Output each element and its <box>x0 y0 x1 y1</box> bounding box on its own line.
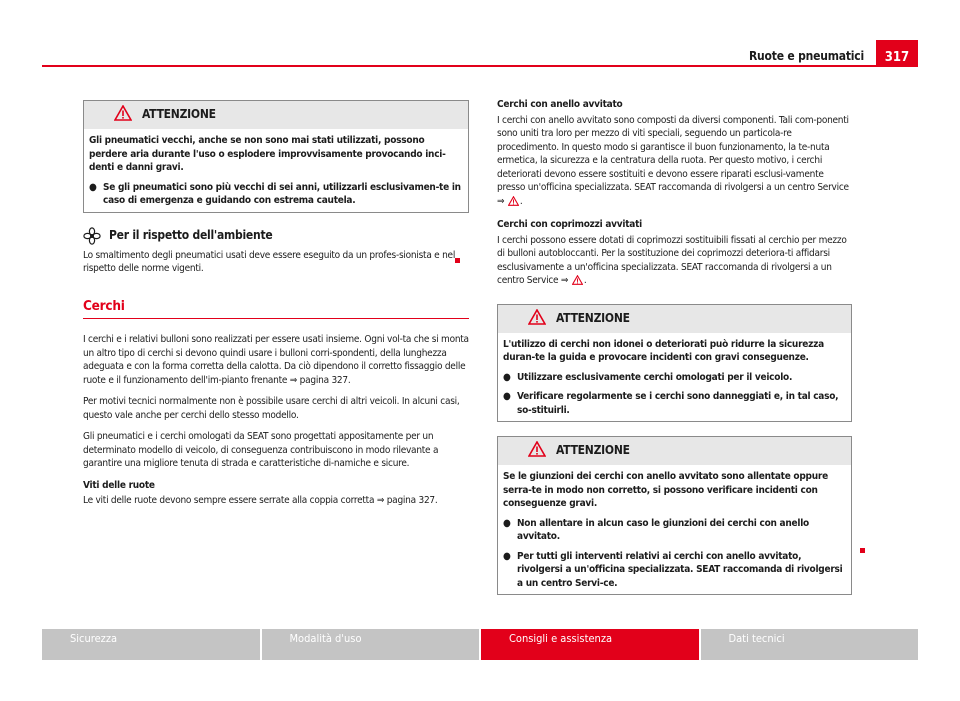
warning-triangle-icon <box>528 441 546 461</box>
warning-box <box>83 100 469 213</box>
paragraph: Le viti delle ruote devono sempre essere serrate alla coppia corretta ⇒ pagina 327. <box>83 495 438 506</box>
footer-tab-dati-tecnici[interactable]: Dati tecnici <box>701 629 919 660</box>
warning-box <box>497 304 852 423</box>
bullet-icon: ● <box>89 181 97 193</box>
subheading-anello: Cerchi con anello avvitato <box>497 99 623 110</box>
warning-bullet <box>503 550 846 591</box>
warning-title: ATTENZIONE <box>556 310 630 325</box>
environment-flower-icon <box>83 227 101 245</box>
footer-tab-sicurezza[interactable]: Sicurezza <box>42 629 262 660</box>
paragraph: Per motivi tecnici normalmente non è possibile usare cerchi di altri veicoli. In alcuni casi, questo vale anche per cerchi dello stesso modello. <box>83 396 460 421</box>
end-of-section-marker <box>860 548 865 553</box>
bullet-icon: ● <box>503 391 511 402</box>
warning-header <box>498 437 851 465</box>
warning-bullet <box>89 181 463 208</box>
warning-box <box>497 436 852 595</box>
paragraph-text: I cerchi possono essere dotati di coprimozzi sostituibili fissati al cerchio per mezzo di bulloni autobloccanti. Per la sostituzione dei coprimozzi deteriora-ti affidarsi esclusivamente a un'officina specializzata. SEAT raccomanda di rivolgersi a un centro Service ⇒ <box>497 234 847 286</box>
warning-body <box>498 333 851 422</box>
warning-body <box>498 465 851 594</box>
left-column <box>83 100 469 516</box>
end-of-section-marker <box>455 258 460 263</box>
paragraph: I cerchi e i relativi bulloni sono realizzati per essere usati insieme. Ogni vol-ta che si monta un altro tipo di cerchi si devono quindi usare i bulloni corri-spondenti, della lunghezza adeguata e con la forma corretta della calotta. Da ciò dipendono il corretto fissaggio delle ruote e il funzionamento dell'im-pianto frenante ⇒ pagina 327. <box>83 334 469 386</box>
environment-title: Per il rispetto dell'ambiente <box>109 227 273 242</box>
warning-text: Gli pneumatici vecchi, anche se non sono mai stati utilizzati, possono perdere aria durante l'uso o esplodere improvvisamente provocando inci-denti e danni gravi. <box>89 135 446 173</box>
warning-bullet <box>503 390 846 417</box>
warning-text: Se le giunzioni dei cerchi con anello avvitato sono allentate oppure serra-te in modo non corretto, si possono verificare incidenti con conseguenze gravi. <box>503 471 828 509</box>
subheading-coprimozzi: Cerchi con coprimozzi avvitati <box>497 219 642 230</box>
warning-bullet-text: Verificare regolarmente se i cerchi sono danneggiati e, in tal caso, so-stituirli. <box>517 391 839 416</box>
warning-title: ATTENZIONE <box>556 443 630 458</box>
section-title-cerchi: Cerchi <box>83 300 469 320</box>
paragraph: I cerchi possono essere dotati di coprimozzi sostituibili fissati al cerchio per mezzo di bulloni autobloccanti. Per la sostituzione dei coprimozzi deteriora-ti affidarsi esclusivamente a un'officina specializzata. SEAT raccomanda di rivolgersi a un centro Service ⇒ . <box>497 234 852 290</box>
page-number: 317 <box>876 40 918 67</box>
warning-bullet-text: Per tutti gli interventi relativi ai cerchi con anello avvitato, rivolgersi a un'officina specializzata. SEAT raccomanda di rivolgersi a un centro Servi-ce. <box>517 550 843 589</box>
footer-navigation <box>42 629 918 660</box>
warning-triangle-icon <box>528 309 546 329</box>
warning-bullet <box>503 371 846 385</box>
warning-bullet-text: Utilizzare esclusivamente cerchi omologati per il veicolo. <box>517 371 793 383</box>
warning-text: L'utilizzo di cerchi non idonei o deteriorati può ridurre la sicurezza duran-te la guida e provocare incidenti con gravi conseguenze. <box>503 338 824 363</box>
bullet-icon: ● <box>503 371 511 383</box>
environment-text: Lo smaltimento degli pneumatici usati deve essere eseguito da un profes-sionista e nel rispetto delle norme vigenti. <box>83 249 456 274</box>
paragraph: I cerchi con anello avvitato sono composti da diversi componenti. Tali com-ponenti sono uniti tra loro per mezzo di viti speciali, seguendo un particola-re procedimento. In questo modo si garantisce il buon funzionamento, la te-nuta ermetica, la sicurezza e la centratura della ruota. Per questo motivo, i cerchi deteriorati devono essere sostituiti e devono essere riparati esclusi-vamente presso un'officina specializzata. SEAT raccomanda di rivolgersi a un centro Service ⇒ . <box>497 114 852 211</box>
warning-triangle-icon[interactable] <box>508 196 519 211</box>
warning-bullet-text: Se gli pneumatici sono più vecchi di sei anni, utilizzarli esclusivamen-te in caso di emergenza e guidando con estrema cautela. <box>103 181 461 206</box>
right-column <box>497 98 852 609</box>
warning-header <box>84 101 468 129</box>
subheading-viti: Viti delle ruote <box>83 479 155 491</box>
header-rule <box>42 65 876 67</box>
warning-bullet-text: Non allentare in alcun caso le giunzioni dei cerchi con anello avvitato. <box>517 517 809 542</box>
warning-triangle-icon[interactable] <box>572 275 583 290</box>
paragraph-text: I cerchi con anello avvitato sono composti da diversi componenti. Tali com-ponenti sono uniti tra loro per mezzo di viti speciali, seguendo un particola-re procedimento. In questo modo si garantisce il buon funzionamento, la te-nuta ermetica, la sicurezza e la centratura della ruota. Per questo motivo, i cerchi deteriorati devono essere sostituiti e devono essere riparati esclusi-vamente presso un'officina specializzata. SEAT raccomanda di rivolgersi a un centro Service ⇒ <box>497 114 849 207</box>
warning-bullet <box>503 517 846 544</box>
warning-header <box>498 305 851 333</box>
warning-title: ATTENZIONE <box>142 107 216 122</box>
warning-triangle-icon <box>114 105 132 125</box>
paragraph: Gli pneumatici e i cerchi omologati da SEAT sono progettati appositamente per un determinato modello di veicolo, di conseguenza contribuiscono in modo rilevante a garantire una migliore tenuta di strada e caratteristiche di-namiche e sicure. <box>83 431 439 469</box>
running-header-title: Ruote e pneumatici <box>748 49 864 63</box>
bullet-icon: ● <box>503 550 511 562</box>
warning-body <box>84 129 468 212</box>
environment-heading <box>83 227 469 245</box>
footer-tab-consigli-assistenza[interactable]: Consigli e assistenza <box>481 629 701 660</box>
bullet-icon: ● <box>503 517 511 529</box>
footer-tab-modalita-uso[interactable]: Modalità d'uso <box>262 629 482 660</box>
